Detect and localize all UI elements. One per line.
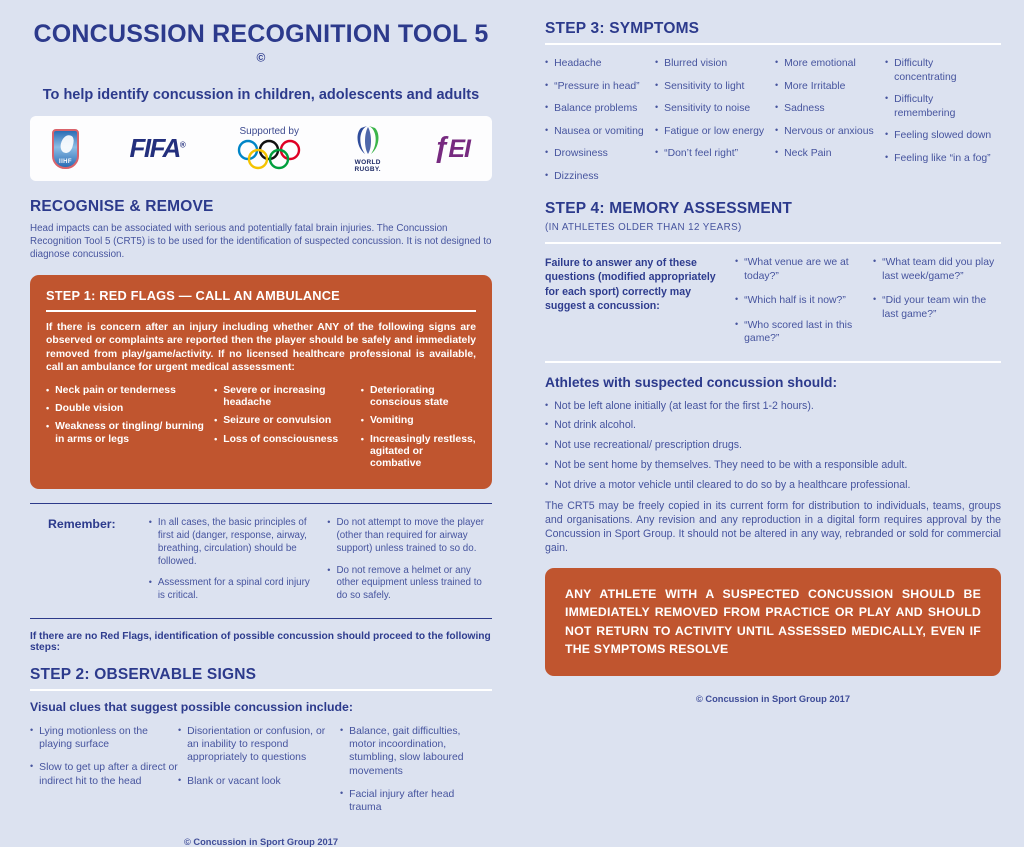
list-item-text: Balance problems [554, 103, 638, 115]
list-item [655, 57, 767, 71]
list-item-text: Assessment for a spinal cord injury is critical. [157, 577, 310, 602]
bullet-dot: • [340, 788, 344, 799]
list-item-text: Seizure or convulsion [223, 415, 332, 427]
list-item [340, 725, 486, 778]
list-item-text: Sensitivity to light [664, 80, 745, 92]
bullet-dot: • [655, 79, 659, 90]
copyright-symbol: © [256, 50, 266, 65]
olympic-logo [236, 126, 302, 171]
list-item [735, 256, 873, 283]
list-item-text: “Who scored last in this game?” [744, 319, 853, 345]
list-item [545, 80, 649, 94]
step4-questions-col1 [735, 256, 873, 357]
step2-col1 [30, 725, 178, 825]
bullet-dot: • [735, 294, 739, 305]
list-item [885, 57, 997, 84]
bullet-dot: • [46, 384, 50, 395]
list-item-text: Feeling like “in a fog” [894, 152, 991, 164]
list-item-text: Slow to get up after a direct or indirect hit to the head [39, 762, 178, 787]
step3-col1 [545, 57, 649, 192]
fifa-wordmark: FIFA [129, 133, 180, 163]
bullet-dot: • [545, 439, 549, 450]
step2-columns [30, 725, 492, 825]
list-item [214, 434, 351, 446]
bullet-dot: • [545, 57, 549, 67]
list-item [545, 170, 649, 184]
list-item [30, 761, 178, 788]
bullet-dot: • [873, 294, 877, 305]
bullet-dot: • [360, 415, 364, 426]
list-item [775, 102, 881, 116]
fei-hook: ƒ [433, 132, 449, 164]
bullet-dot: • [148, 517, 152, 528]
no-red-flags-note: If there are no Red Flags, identification of possible concussion should proceed to the following steps: [30, 630, 491, 653]
list-item-text: Increasingly restless, agitated or combative [369, 433, 476, 470]
bullet-dot: • [545, 79, 549, 90]
bullet-dot: • [655, 147, 659, 158]
list-item-text: Lying motionless on the playing surface [39, 725, 148, 751]
list-item [30, 725, 178, 752]
bullet-dot: • [873, 256, 877, 267]
registered-symbol: ® [179, 140, 186, 150]
world-rugby-logo [353, 124, 383, 174]
olympic-rings-icon [236, 139, 302, 171]
bullet-dot: • [735, 318, 739, 329]
list-item-text: Headache [554, 58, 602, 69]
list-item-text: “Which half is it now?” [744, 295, 846, 307]
bullet-dot: • [655, 102, 659, 113]
list-item-text: Not be left alone initially (at least for the first 1-2 hours). [554, 399, 814, 412]
step1-red-flags-box [30, 275, 492, 490]
list-item [775, 147, 881, 161]
remember-label: Remember: [48, 517, 116, 532]
bullet-dot: • [775, 79, 779, 90]
list-item [46, 403, 210, 415]
list-item-text: Dizziness [554, 170, 599, 182]
bullet-dot: • [545, 169, 549, 180]
logo-bar [30, 116, 492, 181]
bullet-dot: • [885, 151, 889, 162]
list-item-text: Blurred vision [664, 58, 728, 69]
right-page [545, 20, 1001, 704]
list-item-text: More emotional [784, 58, 856, 69]
fifa-logo [129, 133, 185, 164]
list-item [361, 415, 476, 427]
right-page-footer: © Concussion in Sport Group 2017 [695, 693, 851, 704]
list-item [655, 102, 767, 116]
athletes-heading: Athletes with suspected concussion should: [545, 374, 838, 390]
step4-memory-row [545, 256, 1001, 357]
recognise-remove-body: Head impacts can be associated with serious and potentially fatal brain injuries. The Concussion Recognition Tool 5 (CRT5) is to be used for the identification of suspected concussion. It is not designed to diagnose concussion. [30, 223, 492, 260]
fei-wordmark: EI [448, 135, 470, 163]
step1-col1 [46, 385, 210, 477]
bullet-dot: • [46, 403, 50, 414]
list-item [545, 147, 649, 161]
step3-heading: STEP 3: SYMPTOMS [545, 20, 1001, 45]
step3-col4 [885, 57, 997, 192]
list-item-text: Not drink alcohol. [554, 419, 637, 432]
list-item-text: Facial injury after head trauma [349, 789, 455, 814]
bullet-dot: • [214, 433, 218, 444]
athletes-list [545, 400, 1001, 493]
step4-subheading: (IN ATHLETES OLDER THAN 12 YEARS) [545, 222, 742, 234]
bullet-dot: • [545, 147, 549, 158]
divider [545, 242, 1001, 244]
list-item [885, 152, 997, 166]
step2-col3 [340, 725, 486, 825]
list-item-text: “What venue are we at today?” [744, 257, 849, 282]
list-item-text: Disorientation or confusion, or an inability to respond appropriately to questions [187, 725, 326, 764]
list-item [885, 93, 997, 120]
list-item-text: Blank or vacant look [187, 775, 281, 787]
list-item [545, 479, 1001, 493]
step1-heading: STEP 1: RED FLAGS — CALL AN AMBULANCE [46, 287, 340, 303]
warning-box: ANY ATHLETE WITH A SUSPECTED CONCUSSION SHOULD BE IMMEDIATELY REMOVED FROM PRACTICE OR PLAY AND SHOULD NOT RETURN TO ACTIVITY UNTIL ASSESSED MEDICALLY, EVEN IF THE SYMPTOMS RESOLVE [545, 568, 1001, 676]
list-item [149, 517, 316, 568]
divider [30, 618, 492, 619]
list-item-text: Double vision [55, 403, 124, 415]
list-item [885, 129, 997, 143]
list-item-text: Severe or increasing headache [223, 384, 326, 409]
bullet-dot: • [46, 421, 50, 432]
list-item [775, 80, 881, 94]
list-item [361, 385, 476, 410]
skater-silhouette-icon [59, 133, 75, 153]
list-item-text: Nausea or vomiting [554, 125, 644, 137]
world-rugby-icon [353, 124, 383, 158]
list-item [655, 80, 767, 94]
recognise-remove-heading: RECOGNISE & REMOVE [30, 198, 214, 215]
list-item [545, 459, 1001, 473]
list-item [655, 147, 767, 161]
list-item-text: Not be sent home by themselves. They need to be with a responsible adult. [554, 458, 908, 471]
supported-by-label: Supported by [239, 126, 299, 137]
list-item-text: “Don’t feel right” [664, 148, 739, 160]
bullet-dot: • [545, 419, 549, 430]
bullet-dot: • [178, 774, 182, 785]
iihf-logo [52, 129, 79, 169]
step1-col2 [214, 385, 351, 477]
list-item-text: Neck Pain [784, 148, 832, 160]
step1-intro: If there is concern after an injury including whether ANY of the following signs are observed or complaints are reported then the player should be safely and immediately removed from play/game/activity. If no licensed healthcare professional is available, call an ambulance for urgent medical assessment: [46, 321, 476, 374]
page-subtitle: To help identify concussion in children, adolescents and adults [42, 87, 480, 103]
list-item-text: Feeling slowed down [894, 130, 992, 142]
step2-col2 [178, 725, 336, 825]
list-item-text: Weakness or tingling/ burning in arms or legs [55, 421, 204, 445]
bullet-dot: • [775, 102, 779, 113]
list-item [46, 421, 210, 446]
bullet-dot: • [178, 724, 182, 735]
iihf-label: IIHF [59, 158, 72, 165]
bullet-dot: • [775, 147, 779, 158]
list-item-text: Not use recreational/ prescription drugs. [554, 439, 742, 452]
step3-col2 [655, 57, 767, 192]
crt5-copy-notice: The CRT5 may be freely copied in its current form for distribution to individuals, teams, groups and organisations. Any revision and any reproduction in a digital form requires approval by the Concussion in Sport Group. It should not be altered in any way, rebranded or sold for commercial gain. [545, 499, 1001, 554]
world-rugby-label: WORLD RUGBY. [354, 158, 381, 173]
step4-intro: Failure to answer any of these questions (modified appropriately for each sport) correctly may suggest a concussion: [545, 257, 716, 312]
bullet-dot: • [775, 124, 779, 135]
step2-heading: STEP 2: OBSERVABLE SIGNS [30, 666, 492, 691]
bullet-dot: • [545, 478, 549, 489]
list-item [545, 125, 649, 139]
list-item [545, 419, 1001, 433]
page-title [30, 20, 492, 78]
bullet-dot: • [360, 384, 364, 395]
list-item-text: Drowsiness [554, 148, 608, 160]
bullet-dot: • [340, 724, 344, 735]
list-item-text: Neck pain or tenderness [55, 384, 176, 396]
list-item [655, 125, 767, 139]
bullet-dot: • [655, 57, 659, 67]
step3-col3 [775, 57, 881, 192]
left-page-footer: © Concussion in Sport Group 2017 [183, 836, 339, 847]
list-item [775, 125, 881, 139]
bullet-dot: • [214, 384, 218, 395]
bullet-dot: • [148, 577, 152, 588]
bullet-dot: • [360, 433, 364, 444]
list-item [545, 400, 1001, 414]
list-item-text: More Irritable [784, 80, 846, 92]
list-item [735, 294, 873, 308]
bullet-dot: • [885, 93, 889, 104]
list-item [340, 788, 486, 815]
left-page [30, 20, 492, 847]
step2-subheading: Visual clues that suggest possible concussion include: [30, 699, 353, 714]
bullet-dot: • [735, 256, 739, 267]
list-item-text: Do not remove a helmet or any other equipment unless trained to do so safely. [336, 564, 482, 602]
list-item-text: Balance, gait difficulties, motor incoordination, stumbling, slow laboured movements [349, 725, 464, 777]
bullet-dot: • [327, 564, 331, 575]
step1-col3 [361, 385, 476, 477]
list-item [46, 385, 210, 397]
list-item [545, 57, 649, 71]
fei-logo [433, 132, 470, 165]
list-item [775, 57, 881, 71]
list-item [361, 434, 476, 471]
list-item [735, 319, 873, 346]
remember-section [30, 504, 492, 617]
bullet-dot: • [30, 761, 34, 772]
list-item [545, 439, 1001, 453]
divider [545, 361, 1001, 363]
bullet-dot: • [327, 517, 331, 528]
list-item-text: “Pressure in head” [554, 80, 640, 92]
step4-questions-col2 [873, 256, 1001, 357]
bullet-dot: • [775, 57, 779, 67]
list-item-text: Fatigue or low energy [664, 125, 765, 137]
list-item-text: “What team did you play last week/game?” [882, 257, 995, 282]
bullet-dot: • [545, 458, 549, 469]
step4-heading: STEP 4: MEMORY ASSESSMENT [545, 200, 793, 218]
list-item-text: Do not attempt to move the player (other than required for airway support) unless trained to so do. [336, 517, 485, 554]
list-item-text: Not drive a motor vehicle until cleared to do so by a healthcare professional. [554, 478, 911, 491]
list-item-text: Difficulty concentrating [894, 58, 957, 83]
list-item [178, 725, 336, 765]
divider [46, 310, 476, 312]
bullet-dot: • [885, 57, 889, 67]
step1-columns [46, 385, 476, 477]
list-item [327, 517, 490, 555]
list-item-text: Loss of consciousness [223, 433, 339, 445]
list-item-text: In all cases, the basic principles of first aid (danger, response, airway, breathing, circulation) should be followed. [157, 517, 307, 567]
bullet-dot: • [545, 102, 549, 113]
list-item [545, 102, 649, 116]
list-item [178, 775, 336, 788]
list-item [327, 565, 490, 603]
list-item [873, 294, 1001, 321]
bullet-dot: • [545, 399, 549, 410]
iihf-shield-icon [52, 129, 79, 169]
bullet-dot: • [30, 724, 34, 735]
list-item-text: Sadness [784, 103, 825, 115]
bullet-dot: • [885, 129, 889, 140]
bullet-dot: • [655, 124, 659, 135]
page-title-text: CONCUSSION RECOGNITION TOOL 5 [33, 20, 489, 48]
remember-col1 [149, 517, 316, 611]
bullet-dot: • [545, 124, 549, 135]
list-item-text: Sensitivity to noise [664, 103, 751, 115]
list-item-text: Nervous or anxious [784, 125, 874, 137]
list-item [873, 256, 1001, 283]
list-item [149, 577, 316, 602]
list-item-text: Difficulty remembering [894, 94, 956, 119]
step3-columns [545, 57, 1001, 192]
list-item-text: Vomiting [369, 415, 414, 427]
list-item [214, 385, 351, 410]
remember-col2 [327, 517, 490, 611]
list-item [214, 415, 351, 427]
bullet-dot: • [214, 415, 218, 426]
list-item-text: “Did your team win the last game?” [882, 295, 987, 320]
list-item-text: Deteriorating conscious state [369, 384, 449, 409]
